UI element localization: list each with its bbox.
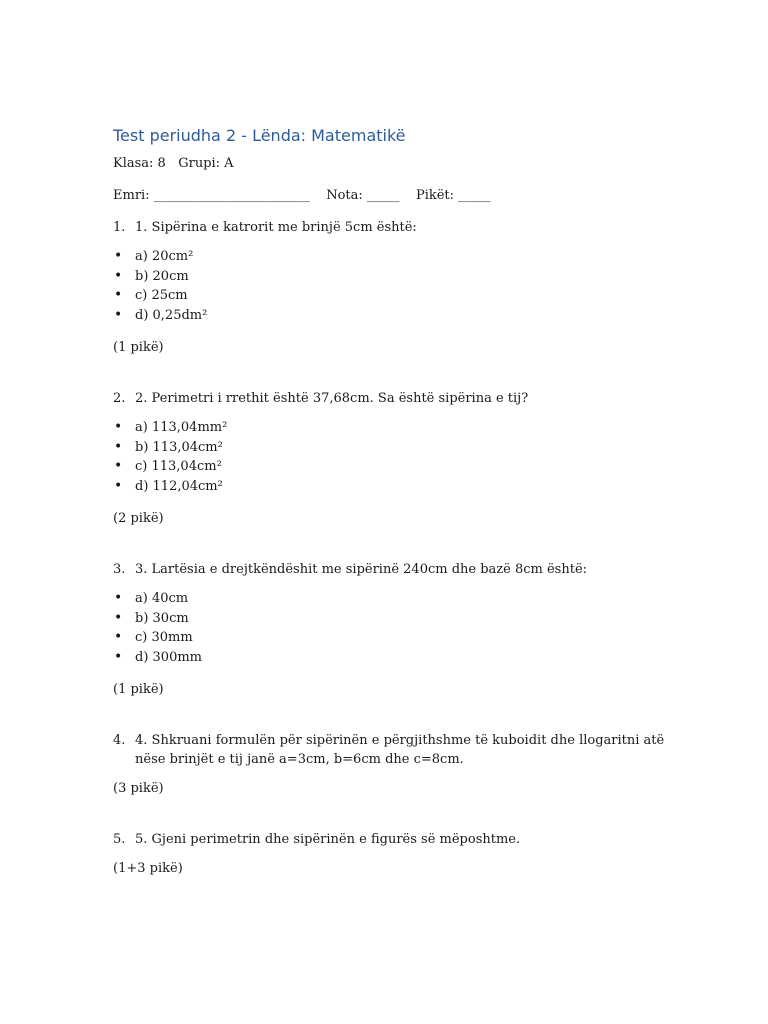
question-number: 5. bbox=[113, 832, 126, 847]
bullet-icon: • bbox=[114, 648, 123, 665]
bullet-icon: • bbox=[114, 609, 123, 626]
question-points: (3 pikë) bbox=[113, 781, 164, 796]
question-number: 4. bbox=[113, 733, 126, 748]
question-text: 3. Lartësia e drejtkëndëshit me sipërinë 240cm dhe bazë 8cm është: bbox=[135, 562, 588, 577]
question-number: 1. bbox=[113, 220, 126, 235]
option-item bbox=[113, 306, 673, 326]
question-3 bbox=[113, 560, 673, 579]
option-item bbox=[113, 628, 673, 648]
option-item bbox=[113, 589, 673, 609]
question-points: (1 pikë) bbox=[113, 682, 164, 697]
question-2 bbox=[113, 389, 673, 408]
option-item bbox=[113, 457, 673, 477]
option-text: c) 113,04cm² bbox=[135, 459, 222, 474]
option-item bbox=[113, 477, 673, 497]
question-text: 5. Gjeni perimetrin dhe sipërinën e figurës së mëposhtme. bbox=[135, 832, 521, 847]
option-text: c) 25cm bbox=[135, 288, 188, 303]
option-item bbox=[113, 418, 673, 438]
options-list bbox=[113, 589, 673, 667]
question-points: (1 pikë) bbox=[113, 340, 164, 355]
option-text: a) 20cm² bbox=[135, 249, 194, 264]
option-text: b) 30cm bbox=[135, 610, 189, 626]
question-4 bbox=[113, 731, 673, 769]
question-points: (2 pikë) bbox=[113, 511, 164, 526]
bullet-icon: • bbox=[114, 629, 123, 645]
option-text: d) 300mm bbox=[135, 649, 202, 665]
bullet-icon: • bbox=[114, 419, 123, 435]
bullet-icon: • bbox=[114, 438, 123, 455]
option-item bbox=[113, 286, 673, 306]
question-text: 4. Shkruani formulën për sipërinën e përgjithshme të kuboidit dhe llogaritni atë nëse brinjët e tij janë a=3cm, b=6cm dhe c=8cm. bbox=[135, 733, 665, 767]
bullet-icon: • bbox=[114, 590, 123, 606]
option-item bbox=[113, 648, 673, 668]
bullet-icon: • bbox=[114, 458, 123, 474]
class-group-line: Klasa: 8 Grupi: A bbox=[113, 156, 234, 171]
question-5 bbox=[113, 830, 673, 849]
option-text: d) 0,25dm² bbox=[135, 307, 208, 323]
option-item bbox=[113, 438, 673, 458]
question-1 bbox=[113, 218, 673, 237]
question-text: 2. Perimetri i rrethit është 37,68cm. Sa është sipërina e tij? bbox=[135, 391, 529, 406]
test-document bbox=[113, 125, 673, 910]
option-text: b) 113,04cm² bbox=[135, 439, 223, 455]
option-text: b) 20cm bbox=[135, 268, 189, 284]
option-text: a) 113,04mm² bbox=[135, 420, 228, 435]
option-text: c) 30mm bbox=[135, 630, 193, 645]
option-item bbox=[113, 609, 673, 629]
bullet-icon: • bbox=[114, 477, 123, 494]
option-text: a) 40cm bbox=[135, 591, 189, 606]
question-number: 2. bbox=[113, 391, 126, 406]
question-number: 3. bbox=[113, 562, 126, 577]
option-item bbox=[113, 267, 673, 287]
option-text: d) 112,04cm² bbox=[135, 478, 223, 494]
option-item bbox=[113, 247, 673, 267]
options-list bbox=[113, 247, 673, 325]
bullet-icon: • bbox=[114, 267, 123, 284]
options-list bbox=[113, 418, 673, 496]
student-fields-line: Emri: ________________________ Nota: _____ Pikët: _____ bbox=[113, 188, 491, 203]
document-title: Test periudha 2 - Lënda: Matematikë bbox=[113, 126, 406, 145]
question-points: (1+3 pikë) bbox=[113, 861, 183, 876]
bullet-icon: • bbox=[114, 248, 123, 264]
bullet-icon: • bbox=[114, 306, 123, 323]
bullet-icon: • bbox=[114, 287, 123, 303]
question-text: 1. Sipërina e katrorit me brinjë 5cm është: bbox=[135, 220, 417, 235]
